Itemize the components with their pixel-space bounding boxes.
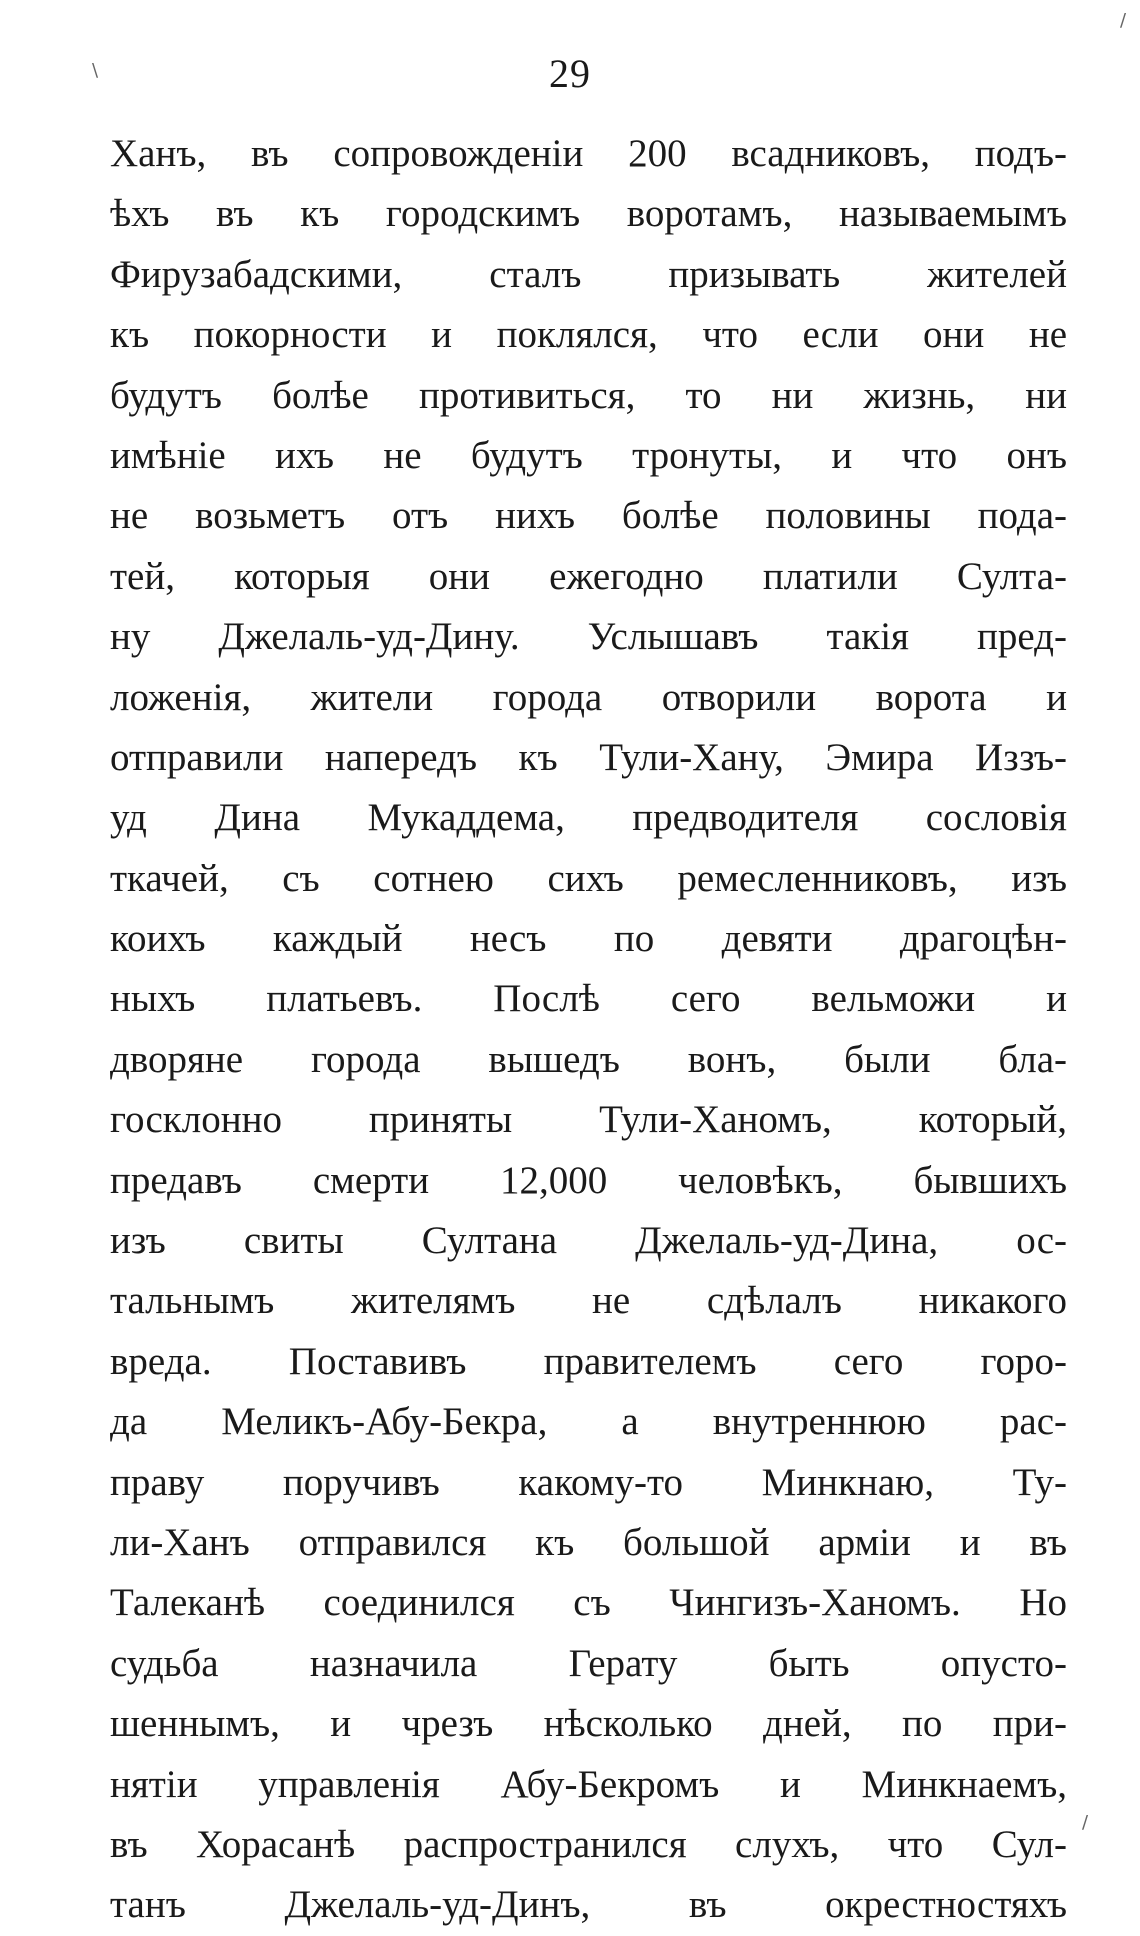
text-line: изъ свиты Султана Джелаль-уд-Дина, ос- <box>110 1219 1067 1263</box>
text-line: судьба назначила Герату быть опусто- <box>110 1641 1067 1685</box>
text-line: ныхъ платьевъ. Послѣ сего вельможи и <box>110 977 1067 1021</box>
text-line: коихъ каждый несъ по девяти драгоцѣн- <box>110 917 1067 961</box>
text-line: дворяне города вышедъ вонъ, были бла- <box>110 1037 1067 1081</box>
text-line: въ Хорасанѣ распространился слухъ, что Сул- <box>110 1822 1067 1866</box>
text-line: уд Дина Мукаддема, предводителя сословія <box>110 796 1067 840</box>
text-line: предавъ смерти 12,000 человѣкъ, бывшихъ <box>110 1158 1067 1202</box>
text-line: ложенія, жители города отворили ворота и <box>110 675 1067 719</box>
text-line: ну Джелаль-уд-Дину. Услышавъ такія пред- <box>110 615 1067 659</box>
text-line: ткачей, съ сотнею сихъ ремесленниковъ, изъ <box>110 856 1067 900</box>
text-line: вреда. Поставивъ правителемъ сего горо- <box>110 1339 1067 1383</box>
scan-speck: \ <box>92 60 99 81</box>
text-line: тальнымъ жителямъ не сдѣлалъ никакого <box>110 1279 1067 1323</box>
page-number: 29 <box>549 51 591 96</box>
text-line: отправили напередъ къ Тули-Хану, Эмира Иззъ- <box>110 735 1067 779</box>
text-line: не возьметъ отъ нихъ болѣе половины пода- <box>110 494 1067 538</box>
text-line: госклонно приняты Тули-Ханомъ, который, <box>110 1098 1067 1142</box>
text-line: будутъ болѣе противиться, то ни жизнь, ни <box>110 373 1067 417</box>
text-line: праву поручивъ какому-то Минкнаю, Ту- <box>110 1460 1067 1504</box>
text-line: Талеканѣ соединился съ Чингизъ-Ханомъ. Но <box>110 1581 1067 1625</box>
text-line: Фирузабадскими, сталъ призывать жителей <box>110 252 1067 296</box>
text-line: тей, которыя они ежегодно платили Султа- <box>110 554 1067 598</box>
scan-speck: / <box>1120 10 1127 31</box>
text-line: нятіи управленія Абу-Бекромъ и Минкнаемъ, <box>110 1762 1067 1806</box>
text-line: танъ Джелаль-уд-Динъ, въ окрестностяхъ <box>110 1883 1067 1927</box>
body-text <box>110 124 1067 1936</box>
text-line: ли-Ханъ отправился къ большой арміи и въ <box>110 1520 1067 1564</box>
text-line: къ покорности и поклялся, что если они не <box>110 313 1067 357</box>
text-line: шеннымъ, и чрезъ нѣсколько дней, по при- <box>110 1702 1067 1746</box>
text-line: имѣніе ихъ не будутъ тронуты, и что онъ <box>110 433 1067 477</box>
text-line: Ханъ, въ сопровожденіи 200 всадниковъ, подъ- <box>110 132 1067 175</box>
text-line: ѣхъ въ къ городскимъ воротамъ, называемымъ <box>110 192 1067 236</box>
scan-speck: / <box>1082 1812 1089 1833</box>
text-line: да Меликъ-Абу-Бекра, а внутреннюю рас- <box>110 1400 1067 1444</box>
